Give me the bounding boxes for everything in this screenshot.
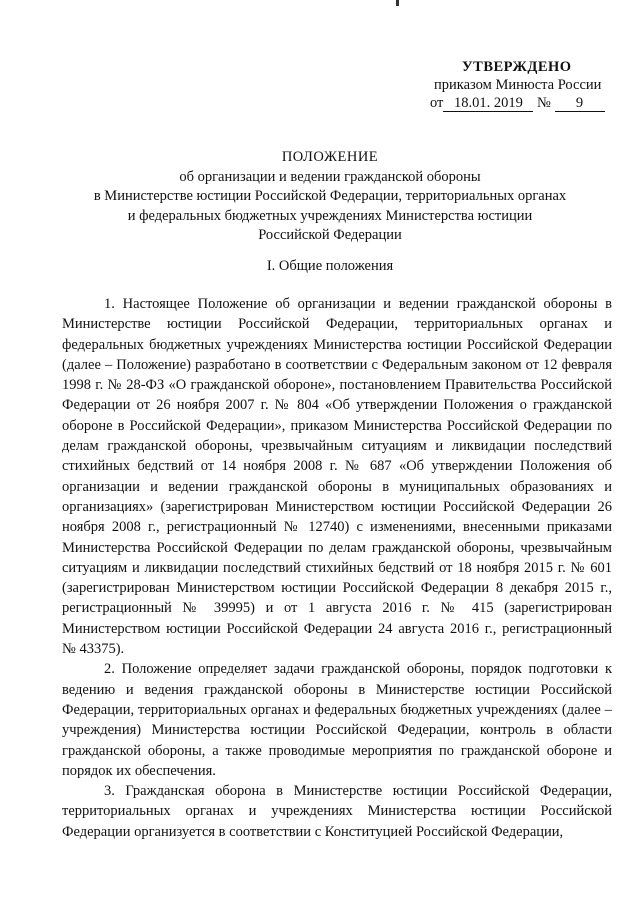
section-heading: I. Общие положения	[266, 258, 394, 274]
title-main: ПОЛОЖЕНИЕ	[281, 149, 379, 165]
document-body	[62, 294, 612, 842]
approval-date-line	[430, 94, 630, 112]
approval-date: 18.01. 2019	[443, 96, 533, 112]
title-line-1: об организации и ведении гражданской обороны	[179, 168, 481, 185]
paragraph-1: 1. Настоящее Положение об организации и ведении гражданской обороны в Министерстве юстиции Российской Федерации, территориальных органах и федеральных бюджетных учреждениях Министерства юстиции Российской Федерации (далее – Положение) разработано в соответствии с Федеральным законом от 12 февраля 1998 г. № 28-ФЗ «О гражданской обороне», постановлением Правительства Российской Федерации от 26 ноября 2007 г. № 804 «Об утверждении Положения о гражданской обороне в Российской Федерации», приказом Министерства Российской Федерации по делам гражданской обороны, чрезвычайным ситуациям и ликвидации последствий стихийных бедствий от 14 ноября 2008 г. № 687 «Об утверждении Положения об организации и ведении гражданской обороны в муниципальных образованиях и организациях» (зарегистрирован Министерством юстиции Российской Федерации 26 ноября 2008 г., регистрационный № 12740) с изменениями, внесенными приказами Министерства Российской Федерации по делам гражданской обороны, чрезвычайным ситуациям и ликвидации последствий стихийных бедствий от 18 ноября 2015 г. № 601 (зарегистрирован Министерством юстиции Российской Федерации 8 декабря 2015 г., регистрационный № 39995) и от 1 августа 2016 г. № 415 (зарегистрирован Министерством юстиции Российской Федерации 24 августа 2016 г., регистрационный № 43375).	[62, 296, 612, 658]
approval-heading: УТВЕРЖДЕНО	[462, 59, 572, 75]
number-sign: №	[537, 95, 551, 111]
date-prefix: от	[430, 95, 444, 111]
paragraph-3: 3. Гражданская оборона в Министерстве юстиции Российской Федерации, территориальных органах и учреждениях Министерства юстиции Российской Федерации организуется в соответствии с Конституцией Российской Федерации,	[62, 783, 612, 840]
approval-order-line: приказом Минюста России	[434, 77, 602, 93]
document-title	[60, 148, 600, 246]
approval-number: 9	[555, 96, 605, 112]
approval-stamp	[430, 58, 630, 112]
title-line-3: и федеральных бюджетных учреждениях Министерства юстиции	[127, 207, 533, 224]
scan-mark	[396, 0, 399, 6]
title-line-4: Российской Федерации	[258, 227, 402, 243]
title-line-2: в Министерстве юстиции Российской Федерации, территориальных органах	[93, 188, 567, 204]
paragraph-2: 2. Положение определяет задачи гражданской обороны, порядок подготовки к ведению и ведения гражданской обороны в Министерстве юстиции Российской Федерации, территориальных органах и федеральных бюджетных учреждениях (далее – учреждения) Министерства юстиции Российской Федерации, контроль в области гражданской обороны, а также проводимые мероприятия по гражданской обороне и порядок их обеспечения.	[62, 661, 612, 779]
